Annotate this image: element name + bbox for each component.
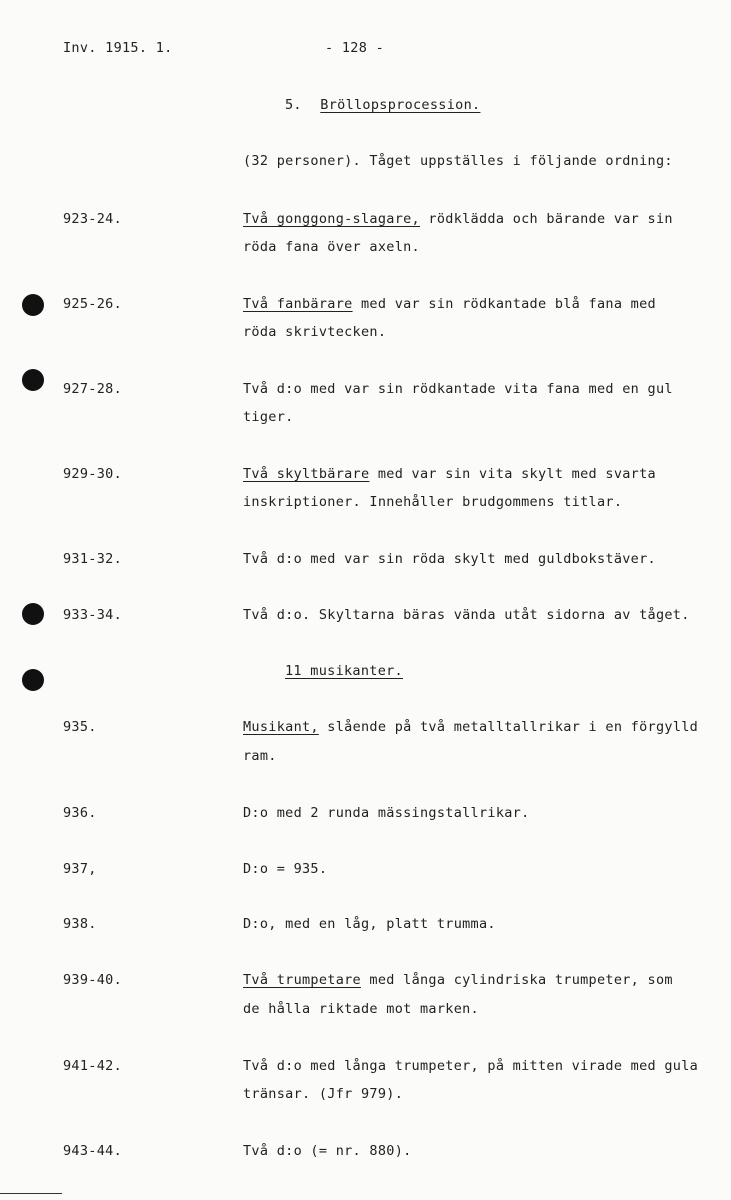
entry-text: slående på två metalltallrikar i en förgylld xyxy=(318,719,699,735)
entry-number: 931-32. xyxy=(63,551,122,567)
entry-line xyxy=(243,1143,412,1159)
entry-number: 933-34. xyxy=(63,607,122,623)
bottom-rule xyxy=(0,1193,62,1194)
entry-lead: Två fanbärare xyxy=(243,296,353,312)
entry-text: Två d:o med var sin röda skylt med guldbokstäver. xyxy=(243,551,656,567)
entry-line xyxy=(243,805,530,821)
entry-line xyxy=(243,551,656,567)
entry-number: 927-28. xyxy=(63,381,122,397)
entry-number: 937, xyxy=(63,861,97,877)
punch-hole xyxy=(22,369,44,391)
entry-continuation: tränsar. (Jfr 979). xyxy=(243,1086,404,1102)
intro-text: (32 personer). Tåget uppställes i följande ordning: xyxy=(243,153,673,169)
entry-continuation: ram. xyxy=(243,748,277,764)
entry-text: med långa cylindriska trumpeter, som xyxy=(361,972,673,988)
page-number: - 128 - xyxy=(325,40,384,56)
entry-text: Två d:o (= nr. 880). xyxy=(243,1143,412,1159)
entry-line xyxy=(243,211,673,227)
entry-text: med var sin rödkantade blå fana med xyxy=(352,296,656,312)
section-number: 5. xyxy=(285,97,302,113)
entry-lead: Två skyltbärare xyxy=(243,466,370,482)
subheading: 11 musikanter. xyxy=(285,663,403,679)
entry-number: 925-26. xyxy=(63,296,122,312)
entry-text: D:o med 2 runda mässingstallrikar. xyxy=(243,805,530,821)
entry-continuation: röda skrivtecken. xyxy=(243,324,387,340)
punch-hole xyxy=(22,294,44,316)
punch-hole xyxy=(22,603,44,625)
entry-number: 935. xyxy=(63,719,97,735)
punch-hole xyxy=(22,669,44,691)
section-title: Bröllopsprocession. xyxy=(320,97,481,113)
entry-line xyxy=(243,719,698,735)
entry-number: 939-40. xyxy=(63,972,122,988)
entry-line xyxy=(243,972,673,988)
entry-lead: Två trumpetare xyxy=(243,972,361,988)
entry-text: D:o, med en låg, platt trumma. xyxy=(243,916,496,932)
entry-line xyxy=(243,861,327,877)
entry-lead: Musikant, xyxy=(243,719,319,735)
entry-text: Två d:o med långa trumpeter, på mitten virade med gula xyxy=(243,1058,699,1074)
entry-number: 936. xyxy=(63,805,97,821)
entry-line xyxy=(243,466,656,482)
entry-number: 943-44. xyxy=(63,1143,122,1159)
entry-number: 941-42. xyxy=(63,1058,122,1074)
entry-continuation: röda fana över axeln. xyxy=(243,239,420,255)
section-heading xyxy=(285,97,480,113)
entry-line xyxy=(243,381,673,397)
entry-text: med var sin vita skylt med svarta xyxy=(369,466,656,482)
entry-number: 938. xyxy=(63,916,97,932)
entry-number: 923-24. xyxy=(63,211,122,227)
entry-line xyxy=(243,607,690,623)
entry-line xyxy=(243,916,496,932)
entry-text: Två d:o med var sin rödkantade vita fana med en gul xyxy=(243,381,673,397)
entry-lead: Två gonggong-slagare, xyxy=(243,211,420,227)
entry-text: D:o = 935. xyxy=(243,861,328,877)
inventory-label: Inv. 1915. 1. xyxy=(63,40,173,56)
entry-continuation: tiger. xyxy=(243,409,294,425)
entry-continuation: de hålla riktade mot marken. xyxy=(243,1001,479,1017)
entry-number: 929-30. xyxy=(63,466,122,482)
entry-text: Två d:o. Skyltarna bäras vända utåt sidorna av tåget. xyxy=(243,607,690,623)
entry-line xyxy=(243,296,656,312)
entry-line xyxy=(243,1058,698,1074)
entry-text: rödklädda och bärande var sin xyxy=(419,211,673,227)
entry-continuation: inskriptioner. Innehåller brudgommens titlar. xyxy=(243,494,623,510)
